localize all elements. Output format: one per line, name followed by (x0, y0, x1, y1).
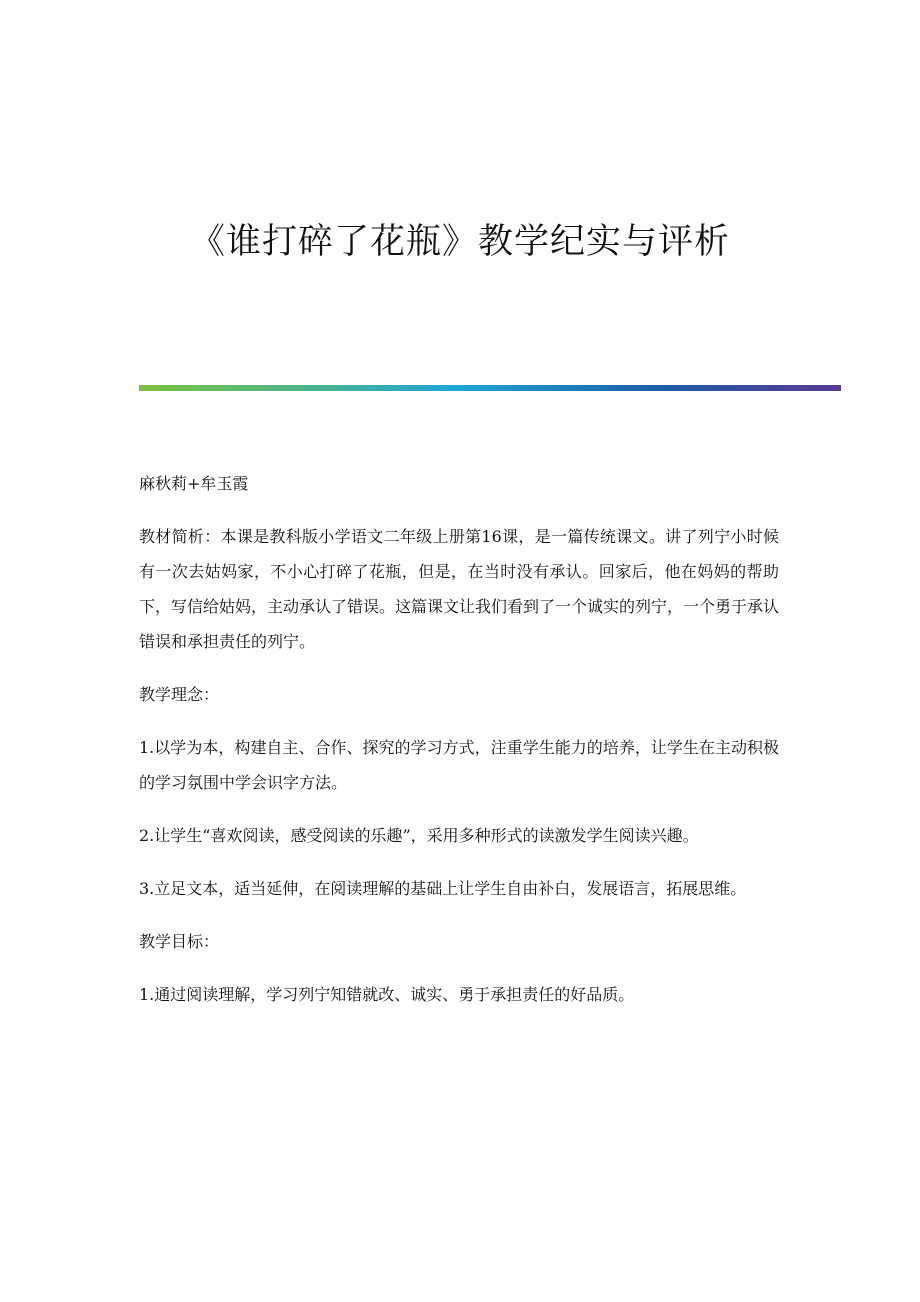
title-divider (139, 385, 841, 391)
heading-teaching-philosophy: 教学理念： (139, 685, 220, 704)
heading-teaching-goals: 教学目标： (139, 932, 220, 951)
gradient-divider-line (139, 385, 841, 391)
author-line: 麻秋莉+牟玉霞 (139, 474, 249, 493)
paragraph-goal-1: 1.通过阅读理解，学习列宁知错就改、诚实、勇于承担责任的好品质。 (139, 985, 635, 1004)
document-title: 《谁打碎了花瓶》教学纪实与评析 (189, 222, 730, 262)
paragraph-philosophy-2: 2.让学生“喜欢阅读，感受阅读的乐趣”，采用多种形式的读激发学生阅读兴趣。 (139, 826, 699, 845)
document-body (139, 466, 779, 1030)
paragraph-textbook-analysis: 教材简析：本课是教科版小学语文二年级上册第16课，是一篇传统课文。讲了列宁小时候有一次去姑妈家，不小心打碎了花瓶，但是，在当时没有承认。回家后，他在妈妈的帮助下，写信给姑妈，主动承认了错误。这篇课文让我们看到了一个诚实的列宁，一个勇于承认错误和承担责任的列宁。 (139, 527, 780, 651)
paragraph-philosophy-3: 3.立足文本，适当延伸，在阅读理解的基础上让学生自由补白，发展语言，拓展思维。 (139, 879, 747, 898)
paragraph-philosophy-1: 1.以学为本，构建自主、合作、探究的学习方式，注重学生能力的培养，让学生在主动积极的学习氛围中学会识字方法。 (139, 738, 779, 792)
